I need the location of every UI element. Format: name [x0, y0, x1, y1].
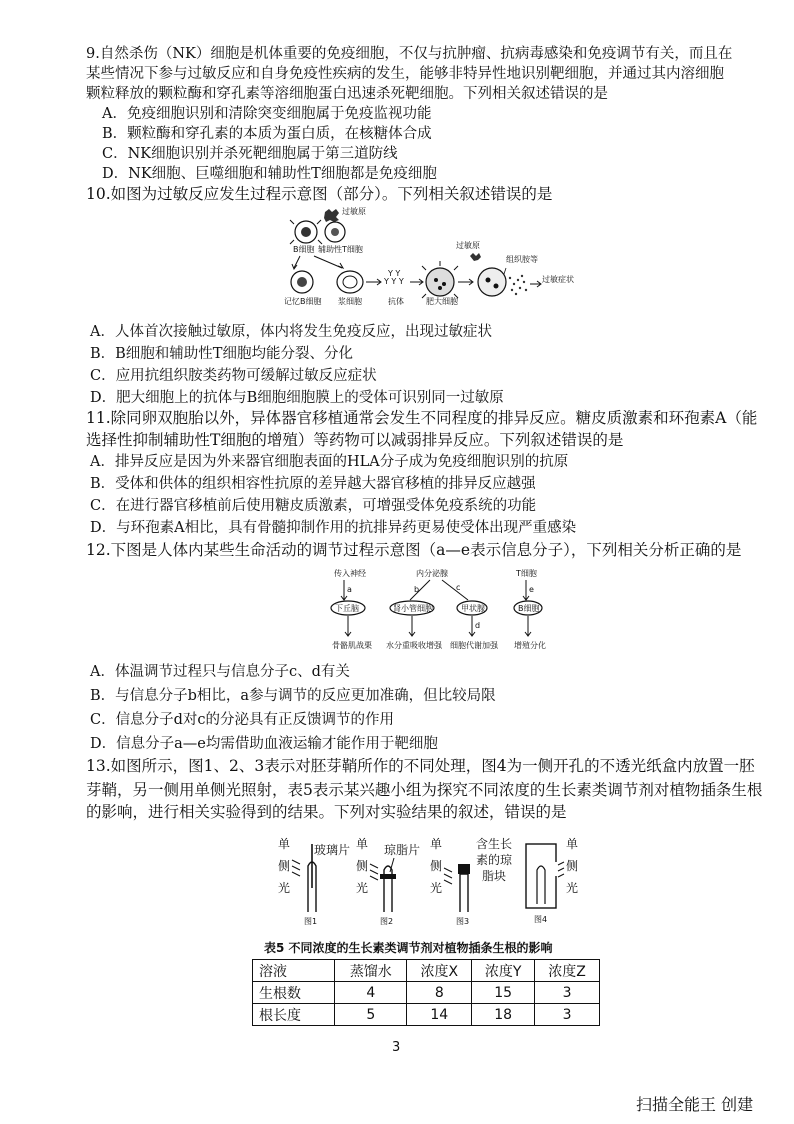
q9-option-a: A．免疫细胞识别和清除突变细胞属于免疫监视功能: [102, 106, 432, 122]
q9-option-d: D．NK细胞、巨噬细胞和辅助性T细胞都是免疫细胞: [102, 166, 437, 182]
svg-text:单: 单: [430, 837, 443, 851]
allergen-icon: [324, 209, 339, 222]
q10-stem: 10.如图为过敏反应发生过程示意图（部分）。下列相关叙述错误的是: [86, 185, 553, 203]
header-cell: 溶液: [253, 960, 335, 982]
q11-option-a: A．排异反应是因为外来器官细胞表面的HLA分子成为免疫细胞识别的抗原: [90, 454, 569, 470]
svg-text:素的琼: 素的琼: [476, 853, 513, 867]
svg-text:侧: 侧: [356, 859, 369, 873]
label-symptom: 过敏症状: [542, 275, 574, 284]
table-row: [253, 982, 600, 1004]
label-endocrine-gland: 内分泌腺: [416, 569, 448, 578]
label-helper-t: 辅助性T细胞: [318, 245, 363, 254]
table-cell: 14: [407, 1004, 472, 1026]
label-b-cell: B细胞: [293, 245, 315, 254]
label-response-metabolism: 细胞代谢加强: [450, 641, 498, 650]
svg-text:侧: 侧: [430, 859, 443, 873]
plasma-cell-shape: [337, 271, 363, 293]
q9-stem-line-3: 颗粒释放的颗粒酶和穿孔素等溶细胞蛋白迅速杀死靶细胞。下列相关叙述错误的是: [86, 86, 608, 102]
table5: [252, 959, 600, 1026]
svg-text:Y Y Y: Y Y Y: [384, 277, 404, 286]
label-response-water: 水分重吸收增强: [386, 641, 442, 650]
page-number: 3: [392, 1040, 401, 1055]
q12-option-d: D．信息分子a—e均需借助血液运输才能作用于靶细胞: [90, 736, 438, 752]
label-memory-b: 记忆B细胞: [284, 297, 322, 306]
svg-text:a: a: [347, 585, 352, 594]
label-plasma: 浆细胞: [338, 297, 362, 306]
svg-text:光: 光: [566, 881, 579, 895]
fig2-agar-sheet: [380, 874, 396, 879]
label-response-shiver: 骨骼肌战栗: [332, 641, 372, 650]
q10-allergy-diagram: [280, 200, 574, 318]
svg-text:e: e: [529, 585, 534, 594]
row-label: 根长度: [253, 1004, 335, 1026]
fig4-coleoptile: [537, 866, 545, 904]
q10-option-a: A．人体首次接触过敏原，体内将发生免疫反应，出现过敏症状: [90, 324, 492, 340]
table-cell: 4: [335, 982, 407, 1004]
header-cell: 浓度X: [407, 960, 472, 982]
svg-text:单: 单: [278, 837, 291, 851]
header-cell: 蒸馏水: [335, 960, 407, 982]
q11-option-d: D．与环孢素A相比，具有骨髓抑制作用的抗排异药更易使受体出现严重感染: [90, 520, 577, 536]
q10-option-c: C．应用抗组织胺类药物可缓解过敏反应症状: [90, 368, 377, 384]
row-label: 生根数: [253, 982, 335, 1004]
q12-option-b: B．与信息分子b相比，a参与调节的反应更加准确，但比较局限: [90, 688, 496, 704]
fig1-label: 图1: [304, 917, 318, 926]
svg-text:光: 光: [430, 881, 443, 895]
table-cell: 3: [535, 1004, 600, 1026]
q9-option-b: B．颗粒酶和穿孔素的本质为蛋白质，在核糖体合成: [102, 126, 432, 142]
q11-option-c: C．在进行器官移植前后使用糖皮质激素，可增强受体免疫系统的功能: [90, 498, 537, 514]
svg-text:光: 光: [356, 881, 369, 895]
q11-stem-line-1: 11.除同卵双胞胎以外，异体器官移植通常会发生不同程度的排异反应。糖皮质激素和环孢素A（能: [86, 409, 758, 427]
table-cell: 8: [407, 982, 472, 1004]
label-b-cell-12: B细胞: [518, 604, 540, 613]
svg-text:含生长: 含生长: [476, 837, 513, 851]
label-histamine: 组织胺等: [506, 255, 538, 264]
header-cell: 浓度Y: [472, 960, 535, 982]
table-header-row: [253, 960, 600, 982]
label-t-cell: T细胞: [516, 569, 537, 578]
svg-text:Y Y: Y Y: [388, 269, 401, 278]
label-antibody: 抗体: [388, 297, 404, 306]
q12-option-a: A．体温调节过程只与信息分子c、d有关: [90, 664, 350, 680]
q10-option-b: B．B细胞和辅助性T细胞均能分裂、分化: [90, 346, 353, 362]
q10-option-d: D．肥大细胞上的抗体与B细胞细胞膜上的受体可识别同一过敏原: [90, 390, 504, 406]
svg-text:琼脂片: 琼脂片: [384, 843, 421, 857]
svg-text:光: 光: [278, 881, 291, 895]
svg-text:d: d: [475, 621, 481, 630]
label-allergen-right: 过敏原: [456, 241, 480, 250]
label-afferent-neuron: 传入神经: [334, 569, 366, 578]
fig2-coleoptile: [384, 866, 392, 912]
svg-text:脂块: 脂块: [482, 869, 507, 883]
label-response-proliferation: 增殖分化: [514, 641, 546, 650]
label-allergen-top: 过敏原: [342, 207, 366, 216]
table5-caption: 表5 不同浓度的生长素类调节剂对植物插条生根的影响: [264, 941, 553, 955]
label-mast: 肥大细胞: [426, 297, 458, 306]
scanner-watermark: 扫描全能王 创建: [636, 1095, 754, 1114]
degranulating-cell-shape: [478, 268, 506, 296]
q11-stem-line-2: 选择性抑制辅助性T细胞的增殖）等药物可以减弱排异反应。下列叙述错误的是: [86, 431, 624, 449]
fig3-label: 图3: [456, 917, 470, 926]
svg-text:b: b: [414, 585, 420, 594]
table-cell: 15: [472, 982, 535, 1004]
svg-text:单: 单: [566, 837, 579, 851]
svg-text:玻璃片: 玻璃片: [314, 843, 351, 857]
q9-option-c: C．NK细胞识别并杀死靶细胞属于第三道防线: [102, 146, 398, 162]
label-kidney-cell: 肾小管细胞: [393, 604, 433, 613]
table-row: [253, 1004, 600, 1026]
table-cell: 5: [335, 1004, 407, 1026]
q9-stem-line-1: 9.自然杀伤（NK）细胞是机体重要的免疫细胞，不仅与抗肿瘤、抗病毒感染和免疫调节有关，而且在: [86, 46, 733, 62]
q13-stem-line-3: 的影响，进行相关实验得到的结果。下列对实验结果的叙述，错误的是: [86, 803, 567, 821]
fig3-decapitated-coleoptile: [460, 874, 468, 912]
fig3-auxin-agar-block: [458, 864, 470, 874]
q12-stem: 12.下图是人体内某些生命活动的调节过程示意图（a—e表示信息分子），下列相关分析正确的是: [86, 541, 742, 559]
fig4-label: 图4: [534, 915, 548, 924]
q13-stem-line-2: 芽鞘，另一侧用单侧光照射，表5表示某兴趣小组为探究不同浓度的生长素类调节剂对植物插条生根: [86, 781, 763, 799]
table-cell: 3: [535, 982, 600, 1004]
label-hypothalamus: 下丘脑: [335, 604, 359, 613]
fig2-label: 图2: [380, 917, 394, 926]
q13-stem-line-1: 13.如图所示，图1、2、3表示对胚芽鞘所作的不同处理，图4为一侧开孔的不透光纸盒内放置一胚: [86, 757, 755, 775]
q12-option-c: C．信息分子d对c的分泌具有正反馈调节的作用: [90, 712, 394, 728]
q9-stem-line-2: 某些情况下参与过敏反应和自身免疫性疾病的发生，能够非特异性地识别靶细胞，并通过其内溶细胞: [86, 66, 724, 82]
svg-text:侧: 侧: [566, 859, 579, 873]
q11-option-b: B．受体和供体的组织相容性抗原的差异越大器官移植的排异反应越强: [90, 476, 536, 492]
svg-text:单: 单: [356, 837, 369, 851]
svg-text:c: c: [456, 583, 461, 592]
label-thyroid: 甲状腺: [461, 604, 485, 613]
svg-text:侧: 侧: [278, 859, 291, 873]
q12-regulation-diagram: [330, 566, 570, 658]
mast-cell-shape: [426, 268, 454, 296]
header-cell: 浓度Z: [535, 960, 600, 982]
q13-coleoptile-figures: [270, 834, 590, 930]
table-cell: 18: [472, 1004, 535, 1026]
